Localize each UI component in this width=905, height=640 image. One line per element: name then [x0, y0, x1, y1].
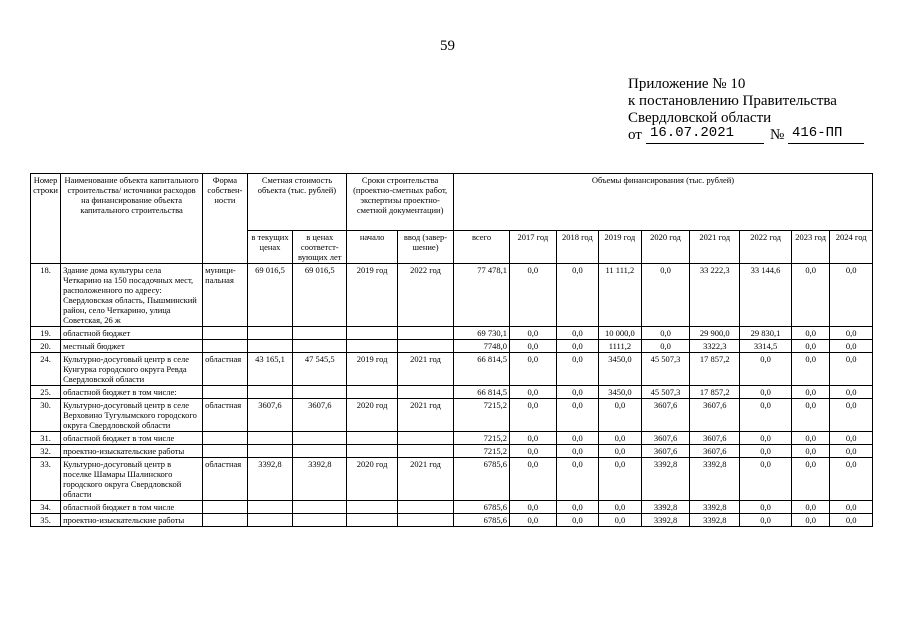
cell-2024: 0,0	[830, 353, 873, 386]
header-terms: Сроки строительства (проектно-сметных работ, экспертизы проектно-сметной документации)	[347, 174, 454, 231]
cell-2018: 0,0	[556, 432, 599, 445]
cell-form	[203, 514, 248, 527]
cell-2020: 3392,8	[641, 514, 690, 527]
cell-total: 6785,6	[454, 458, 510, 501]
header-2024: 2024 год	[830, 231, 873, 264]
cell-2024: 0,0	[830, 445, 873, 458]
cell-cost-adjusted: 3392,8	[293, 458, 347, 501]
cell-total: 7215,2	[454, 445, 510, 458]
table-row	[31, 353, 873, 386]
cell-total: 77 478,1	[454, 264, 510, 327]
cell-2023: 0,0	[791, 432, 829, 445]
header-name: Наименование объекта капитального строительства/ источники расходов на финансирование объекта капитального строительства	[61, 174, 203, 264]
cell-2021: 3607,6	[690, 399, 740, 432]
cell-2018: 0,0	[556, 514, 599, 527]
cell-name: проектно-изыскательские работы	[61, 445, 203, 458]
financing-table	[30, 173, 873, 527]
cell-2019: 3450,0	[599, 353, 642, 386]
cell-cost-current	[247, 327, 293, 340]
cell-start: 2020 год	[347, 399, 398, 432]
cell-cost-adjusted	[293, 432, 347, 445]
cell-cost-adjusted	[293, 327, 347, 340]
cell-name: областной бюджет в том числе	[61, 501, 203, 514]
cell-form: областная	[203, 399, 248, 432]
cell-2021: 17 857,2	[690, 386, 740, 399]
cell-cost-current	[247, 386, 293, 399]
cell-cost-current: 3607,6	[247, 399, 293, 432]
header-total: всего	[454, 231, 510, 264]
cell-form	[203, 386, 248, 399]
header-2021: 2021 год	[690, 231, 740, 264]
date-underline	[646, 143, 764, 144]
cell-cost-adjusted: 3607,6	[293, 399, 347, 432]
cell-2023: 0,0	[791, 445, 829, 458]
cell-end	[398, 514, 454, 527]
cell-2021: 3392,8	[690, 514, 740, 527]
cell-num: 20.	[31, 340, 61, 353]
appendix-block	[628, 76, 843, 145]
cell-2018: 0,0	[556, 501, 599, 514]
cell-2020: 3607,6	[641, 399, 690, 432]
cell-2021: 3607,6	[690, 445, 740, 458]
cell-cost-current: 69 016,5	[247, 264, 293, 327]
cell-start	[347, 432, 398, 445]
cell-total: 66 814,5	[454, 353, 510, 386]
table-row	[31, 340, 873, 353]
cell-2017: 0,0	[510, 501, 557, 514]
table-row	[31, 399, 873, 432]
cell-2022: 3314,5	[740, 340, 792, 353]
header-end: ввод (завер-шение)	[398, 231, 454, 264]
cell-form: областная	[203, 458, 248, 501]
cell-2023: 0,0	[791, 399, 829, 432]
cell-start: 2019 год	[347, 353, 398, 386]
cell-cost-adjusted	[293, 514, 347, 527]
cell-num: 30.	[31, 399, 61, 432]
table-row	[31, 264, 873, 327]
cell-end: 2021 год	[398, 399, 454, 432]
cell-start	[347, 514, 398, 527]
cell-end	[398, 445, 454, 458]
cell-2022: 0,0	[740, 432, 792, 445]
number-value: 416-ПП	[792, 125, 843, 141]
cell-2022: 0,0	[740, 386, 792, 399]
table-row	[31, 445, 873, 458]
cell-2020: 45 507,3	[641, 353, 690, 386]
cell-start	[347, 327, 398, 340]
cell-2017: 0,0	[510, 399, 557, 432]
appendix-region: Свердловской области	[628, 110, 772, 126]
cell-2022: 0,0	[740, 514, 792, 527]
cell-num: 35.	[31, 514, 61, 527]
cell-2021: 3607,6	[690, 432, 740, 445]
header-cost: Сметная стоимость объекта (тыс. рублей)	[247, 174, 347, 231]
header-2022: 2022 год	[740, 231, 792, 264]
cell-2024: 0,0	[830, 327, 873, 340]
cell-2022: 0,0	[740, 458, 792, 501]
cell-2019: 0,0	[599, 501, 642, 514]
number-label: №	[770, 127, 785, 143]
cell-2023: 0,0	[791, 458, 829, 501]
cell-end: 2021 год	[398, 353, 454, 386]
cell-num: 31.	[31, 432, 61, 445]
cell-end: 2021 год	[398, 458, 454, 501]
cell-2022: 0,0	[740, 399, 792, 432]
cell-cost-adjusted: 47 545,5	[293, 353, 347, 386]
cell-2019: 0,0	[599, 458, 642, 501]
cell-name: проектно-изыскательские работы	[61, 514, 203, 527]
cell-cost-current	[247, 501, 293, 514]
cell-cost-adjusted	[293, 386, 347, 399]
cell-2019: 0,0	[599, 399, 642, 432]
header-2019: 2019 год	[599, 231, 642, 264]
cell-form	[203, 340, 248, 353]
cell-total: 69 730,1	[454, 327, 510, 340]
cell-2020: 3392,8	[641, 458, 690, 501]
cell-2019: 0,0	[599, 445, 642, 458]
cell-2023: 0,0	[791, 353, 829, 386]
cell-2021: 29 900,0	[690, 327, 740, 340]
header-form: Форма собствен-ности	[203, 174, 248, 264]
cell-2021: 33 222,3	[690, 264, 740, 327]
cell-start	[347, 340, 398, 353]
cell-form: муници-пальная	[203, 264, 248, 327]
date-value: 16.07.2021	[650, 125, 735, 141]
number-underline	[788, 143, 864, 144]
cell-name: областной бюджет в том числе:	[61, 386, 203, 399]
cell-form	[203, 432, 248, 445]
cell-cost-adjusted: 69 016,5	[293, 264, 347, 327]
cell-num: 34.	[31, 501, 61, 514]
cell-name: Культурно-досуговый центр в селе Верховино Тугулымского городского округа Свердловской области	[61, 399, 203, 432]
cell-2024: 0,0	[830, 386, 873, 399]
cell-2024: 0,0	[830, 264, 873, 327]
cell-2017: 0,0	[510, 353, 557, 386]
cell-start: 2019 год	[347, 264, 398, 327]
cell-num: 18.	[31, 264, 61, 327]
cell-2018: 0,0	[556, 340, 599, 353]
cell-2023: 0,0	[791, 264, 829, 327]
cell-cost-adjusted	[293, 340, 347, 353]
header-cost-current: в текущих ценах	[247, 231, 293, 264]
cell-2018: 0,0	[556, 353, 599, 386]
header-cost-adjusted: в ценах соответст-вующих лет	[293, 231, 347, 264]
cell-2024: 0,0	[830, 501, 873, 514]
cell-2019: 11 111,2	[599, 264, 642, 327]
cell-2017: 0,0	[510, 264, 557, 327]
cell-2024: 0,0	[830, 514, 873, 527]
cell-num: 32.	[31, 445, 61, 458]
cell-2023: 0,0	[791, 514, 829, 527]
cell-2024: 0,0	[830, 340, 873, 353]
cell-name: Здание дома культуры села Четкарино на 150 посадочных мест, расположенного по адресу: Свердловская область, Пышминский район, село Четкарино, улица Советская, 26 ж	[61, 264, 203, 327]
cell-name: местный бюджет	[61, 340, 203, 353]
cell-2022: 0,0	[740, 501, 792, 514]
cell-2024: 0,0	[830, 399, 873, 432]
cell-2020: 3392,8	[641, 501, 690, 514]
cell-form	[203, 327, 248, 340]
appendix-title: Приложение № 10	[628, 76, 746, 92]
cell-2019: 0,0	[599, 514, 642, 527]
date-label: от	[628, 127, 642, 143]
cell-num: 33.	[31, 458, 61, 501]
cell-2019: 3450,0	[599, 386, 642, 399]
cell-2022: 33 144,6	[740, 264, 792, 327]
cell-cost-current	[247, 514, 293, 527]
cell-2020: 45 507,3	[641, 386, 690, 399]
cell-cost-current	[247, 432, 293, 445]
cell-2018: 0,0	[556, 458, 599, 501]
table-row	[31, 514, 873, 527]
appendix-date-row	[628, 125, 843, 145]
cell-2024: 0,0	[830, 432, 873, 445]
page-number: 59	[440, 38, 455, 54]
header-2018: 2018 год	[556, 231, 599, 264]
cell-2020: 0,0	[641, 340, 690, 353]
cell-end	[398, 501, 454, 514]
cell-total: 7215,2	[454, 399, 510, 432]
cell-total: 7748,0	[454, 340, 510, 353]
cell-2023: 0,0	[791, 340, 829, 353]
table-header	[31, 174, 873, 264]
cell-num: 25.	[31, 386, 61, 399]
cell-2019: 0,0	[599, 432, 642, 445]
cell-2017: 0,0	[510, 340, 557, 353]
cell-2020: 3607,6	[641, 432, 690, 445]
cell-2024: 0,0	[830, 458, 873, 501]
cell-2019: 10 000,0	[599, 327, 642, 340]
cell-name: областной бюджет	[61, 327, 203, 340]
header-2023: 2023 год	[791, 231, 829, 264]
cell-2018: 0,0	[556, 264, 599, 327]
appendix-resolution: к постановлению Правительства	[628, 93, 837, 109]
cell-form	[203, 501, 248, 514]
cell-2023: 0,0	[791, 501, 829, 514]
cell-2020: 3607,6	[641, 445, 690, 458]
cell-end	[398, 386, 454, 399]
cell-total: 6785,6	[454, 514, 510, 527]
cell-2018: 0,0	[556, 399, 599, 432]
cell-name: областной бюджет в том числе	[61, 432, 203, 445]
cell-cost-current: 3392,8	[247, 458, 293, 501]
cell-2021: 3392,8	[690, 501, 740, 514]
header-start: начало	[347, 231, 398, 264]
cell-2021: 3322,3	[690, 340, 740, 353]
cell-num: 19.	[31, 327, 61, 340]
cell-2018: 0,0	[556, 445, 599, 458]
cell-2019: 1111,2	[599, 340, 642, 353]
cell-2018: 0,0	[556, 386, 599, 399]
cell-total: 6785,6	[454, 501, 510, 514]
table-row	[31, 327, 873, 340]
cell-2023: 0,0	[791, 386, 829, 399]
table-row	[31, 432, 873, 445]
cell-num: 24.	[31, 353, 61, 386]
cell-2023: 0,0	[791, 327, 829, 340]
cell-2021: 17 857,2	[690, 353, 740, 386]
cell-name: Культурно-досуговый центр в поселке Шамары Шалинского городского округа Свердловской области	[61, 458, 203, 501]
cell-form	[203, 445, 248, 458]
cell-start	[347, 386, 398, 399]
cell-2022: 0,0	[740, 445, 792, 458]
cell-2018: 0,0	[556, 327, 599, 340]
cell-total: 66 814,5	[454, 386, 510, 399]
cell-cost-current	[247, 340, 293, 353]
cell-2017: 0,0	[510, 514, 557, 527]
table-row	[31, 458, 873, 501]
cell-end	[398, 327, 454, 340]
header-2020: 2020 год	[641, 231, 690, 264]
cell-2017: 0,0	[510, 445, 557, 458]
cell-form: областная	[203, 353, 248, 386]
cell-2017: 0,0	[510, 458, 557, 501]
cell-end	[398, 432, 454, 445]
cell-2017: 0,0	[510, 386, 557, 399]
cell-2017: 0,0	[510, 432, 557, 445]
table-body	[31, 264, 873, 527]
cell-start	[347, 445, 398, 458]
table-row	[31, 501, 873, 514]
cell-start	[347, 501, 398, 514]
cell-cost-current	[247, 445, 293, 458]
header-num: Номер строки	[31, 174, 61, 264]
cell-2020: 0,0	[641, 327, 690, 340]
cell-cost-adjusted	[293, 445, 347, 458]
cell-2017: 0,0	[510, 327, 557, 340]
header-funding: Объемы финансирования (тыс. рублей)	[454, 174, 873, 231]
cell-cost-current: 43 165,1	[247, 353, 293, 386]
cell-2021: 3392,8	[690, 458, 740, 501]
cell-name: Культурно-досуговый центр в селе Кунгурка городского округа Ревда Свердловской области	[61, 353, 203, 386]
cell-end	[398, 340, 454, 353]
cell-end: 2022 год	[398, 264, 454, 327]
cell-2022: 0,0	[740, 353, 792, 386]
cell-2020: 0,0	[641, 264, 690, 327]
table-row	[31, 386, 873, 399]
header-2017: 2017 год	[510, 231, 557, 264]
cell-2022: 29 830,1	[740, 327, 792, 340]
cell-start: 2020 год	[347, 458, 398, 501]
cell-total: 7215,2	[454, 432, 510, 445]
cell-cost-adjusted	[293, 501, 347, 514]
